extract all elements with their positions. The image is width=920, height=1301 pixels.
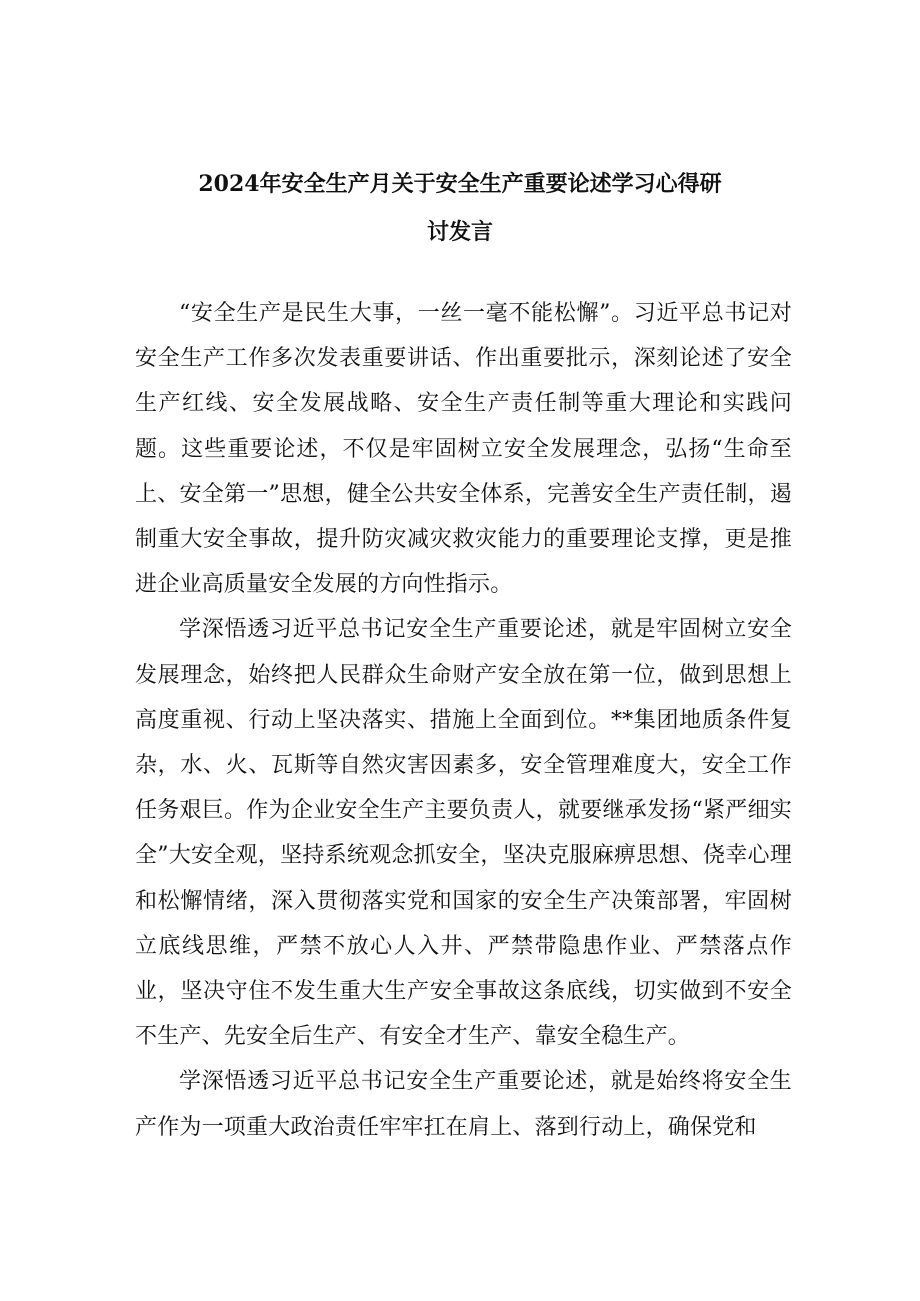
document-title [130,160,790,256]
paragraph-2: 学深悟透习近平总书记安全生产重要论述，就是牢固树立安全发展理念，始终把人民群众生命财产安全放在第一位，做到思想上高度重视、行动上坚决落实、措施上全面到位。**集团地质条件复杂，水、火、瓦斯等自然灾害因素多，安全管理难度大，安全工作任务艰巨。作为企业安全生产主要负责人，就要继承发扬“紧严细实全”大安全观，坚持系统观念抓安全，坚决克服麻痹思想、侥幸心理和松懈情绪，深入贯彻落实党和国家的安全生产决策部署，牢固树立底线思维，严禁不放心人入井、严禁带隐患作业、严禁落点作业，坚决守住不发生重大生产安全事故这条底线，切实做到不安全不生产、先安全后生产、有安全才生产、靠安全稳生产。 [135,617,792,1050]
paragraph-1: “安全生产是民生大事，一丝一毫不能松懈”。习近平总书记对安全生产工作多次发表重要讲话、作出重要批示，深刻论述了安全生产红线、安全发展战略、安全生产责任制等重大理论和实践问题。这些重要论述，不仅是牢固树立安全发展理念，弘扬“生命至上、安全第一”思想，健全公共安全体系，完善安全生产责任制，遏制重大安全事故，提升防灾减灾救灾能力的重要理论支撑，更是推进企业高质量安全发展的方向性指示。 [135,301,792,598]
document-title-line-2: 讨发言 [426,219,493,245]
document-body [135,291,792,1150]
paragraph-3: 学深悟透习近平总书记安全生产重要论述，就是始终将安全生产作为一项重大政治责任牢牢扛在肩上、落到行动上，确保党和 [135,1069,792,1140]
document-title-line-1: 2024年安全生产月关于安全生产重要论述学习心得研 [198,171,722,197]
